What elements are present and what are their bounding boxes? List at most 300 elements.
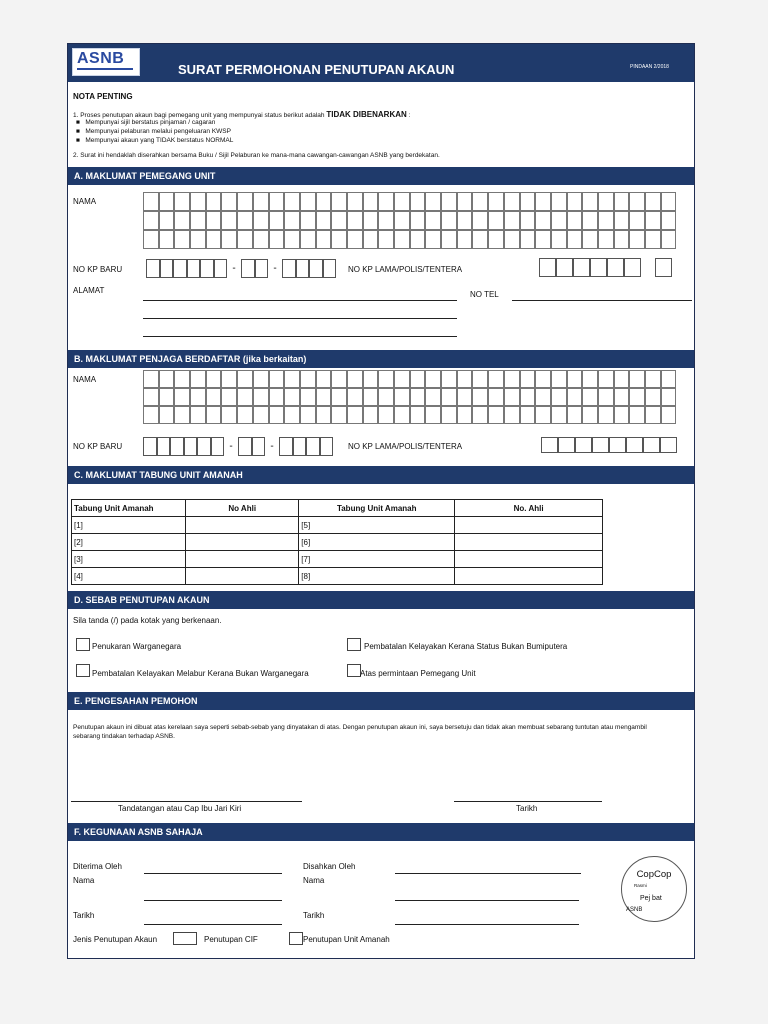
- fund-cell[interactable]: [3]: [72, 551, 186, 568]
- name-char-box[interactable]: [269, 211, 285, 230]
- name-char-box[interactable]: [645, 406, 661, 424]
- name-char-box[interactable]: [457, 388, 473, 406]
- name-char-box[interactable]: [143, 370, 159, 388]
- name-char-box[interactable]: [143, 388, 159, 406]
- section-a-kp-baru-boxes[interactable]: [146, 259, 336, 278]
- name-char-box[interactable]: [551, 192, 567, 211]
- kp-box[interactable]: [238, 437, 252, 456]
- name-char-box[interactable]: [598, 370, 614, 388]
- name-char-box[interactable]: [269, 370, 285, 388]
- name-char-box[interactable]: [535, 406, 551, 424]
- section-c-bar: C. MAKLUMAT TABUNG UNIT AMANAH: [68, 466, 694, 484]
- name-char-box[interactable]: [347, 388, 363, 406]
- name-char-box[interactable]: [567, 388, 583, 406]
- name-char-box[interactable]: [253, 192, 269, 211]
- member-cell[interactable]: [186, 517, 299, 534]
- name-char-box[interactable]: [567, 192, 583, 211]
- name-char-box[interactable]: [331, 370, 347, 388]
- kp-box[interactable]: [320, 437, 334, 456]
- name-char-box[interactable]: [520, 211, 536, 230]
- name-char-box[interactable]: [614, 192, 630, 211]
- date-line[interactable]: [454, 801, 602, 802]
- section-a-kp-lama-boxes[interactable]: [539, 258, 672, 277]
- section-a-kp-baru-label: NO KP BARU: [73, 265, 123, 274]
- name-char-box[interactable]: [378, 370, 394, 388]
- name-char-box[interactable]: [174, 370, 190, 388]
- name-char-box[interactable]: [645, 192, 661, 211]
- name-char-box[interactable]: [488, 388, 504, 406]
- name-char-box[interactable]: [425, 230, 441, 249]
- name-char-box[interactable]: [316, 211, 332, 230]
- name-char-box[interactable]: [284, 406, 300, 424]
- tarikh1-line[interactable]: [144, 924, 282, 925]
- name-char-box[interactable]: [488, 370, 504, 388]
- name-char-box[interactable]: [629, 406, 645, 424]
- kp-box[interactable]: [200, 259, 214, 278]
- kp-box[interactable]: [293, 437, 307, 456]
- name-char-box[interactable]: [598, 406, 614, 424]
- kp-lama-box[interactable]: [626, 437, 643, 453]
- kp-box[interactable]: [197, 437, 211, 456]
- kp-box[interactable]: [160, 259, 174, 278]
- name-char-box[interactable]: [410, 192, 426, 211]
- reason-label-1: Penukaran Warganegara: [92, 642, 182, 651]
- nota-bullet: ■ Mempunyai sijil berstatus pinjaman / cagaran: [76, 119, 216, 126]
- name-char-box[interactable]: [410, 370, 426, 388]
- name-char-box[interactable]: [394, 388, 410, 406]
- name-char-box[interactable]: [457, 370, 473, 388]
- signature-label: Tandatangan atau Cap Ibu Jari Kiri: [118, 804, 242, 813]
- name-char-box[interactable]: [331, 406, 347, 424]
- name-char-box[interactable]: [284, 192, 300, 211]
- name-char-box[interactable]: [300, 230, 316, 249]
- name-char-box[interactable]: [269, 388, 285, 406]
- kp-box[interactable]: [146, 259, 160, 278]
- fund-cell[interactable]: [5]: [299, 517, 455, 534]
- name-char-box[interactable]: [567, 211, 583, 230]
- kp-box[interactable]: [214, 259, 228, 278]
- kp-box[interactable]: [255, 259, 269, 278]
- name-char-box[interactable]: [190, 230, 206, 249]
- name-char-box[interactable]: [159, 192, 175, 211]
- name-char-box[interactable]: [221, 370, 237, 388]
- name-char-box[interactable]: [237, 406, 253, 424]
- member-cell[interactable]: [455, 551, 603, 568]
- kp-lama-box[interactable]: [556, 258, 573, 277]
- name-char-box[interactable]: [190, 370, 206, 388]
- name-char-box[interactable]: [410, 406, 426, 424]
- name-char-box[interactable]: [614, 406, 630, 424]
- kp-box[interactable]: [279, 437, 293, 456]
- name-char-box[interactable]: [347, 406, 363, 424]
- name-char-box[interactable]: [551, 388, 567, 406]
- section-b-kp-baru-label: NO KP BARU: [73, 442, 123, 451]
- kp-box[interactable]: [173, 259, 187, 278]
- name-char-box[interactable]: [174, 192, 190, 211]
- name-char-box[interactable]: [425, 406, 441, 424]
- member-cell[interactable]: [455, 568, 603, 585]
- name-char-box[interactable]: [457, 192, 473, 211]
- section-b-name-boxes[interactable]: [143, 370, 676, 424]
- name-char-box[interactable]: [598, 211, 614, 230]
- reason-checkbox-2[interactable]: [347, 638, 361, 651]
- col-member-no: No. Ahli: [455, 500, 603, 517]
- name-char-box[interactable]: [645, 211, 661, 230]
- name-char-box[interactable]: [645, 230, 661, 249]
- name-char-box[interactable]: [206, 370, 222, 388]
- name-char-box[interactable]: [567, 370, 583, 388]
- fund-cell[interactable]: [4]: [72, 568, 186, 585]
- tarikh2-line[interactable]: [395, 924, 579, 925]
- name-char-box[interactable]: [143, 230, 159, 249]
- name-char-box[interactable]: [206, 230, 222, 249]
- name-char-box[interactable]: [504, 388, 520, 406]
- name-char-box[interactable]: [269, 406, 285, 424]
- fund-cell[interactable]: [6]: [299, 534, 455, 551]
- fund-cell[interactable]: [7]: [299, 551, 455, 568]
- name-char-box[interactable]: [394, 406, 410, 424]
- name-char-box[interactable]: [363, 406, 379, 424]
- kp-dash: -: [229, 441, 233, 452]
- name-char-box[interactable]: [645, 370, 661, 388]
- tel-line[interactable]: [512, 300, 692, 301]
- name-char-box[interactable]: [159, 388, 175, 406]
- kp-lama-box[interactable]: [592, 437, 609, 453]
- name-char-box[interactable]: [614, 230, 630, 249]
- name-char-box[interactable]: [237, 211, 253, 230]
- nama2-line[interactable]: [395, 900, 579, 901]
- kp-lama-box[interactable]: [558, 437, 575, 453]
- section-b-kp-baru-boxes[interactable]: [143, 437, 333, 456]
- name-char-box[interactable]: [535, 370, 551, 388]
- kp-lama-box[interactable]: [539, 258, 556, 277]
- reason-label-3: Pembatalan Kelayakan Melabur Kerana Bukan Warganegara: [92, 669, 309, 678]
- name-char-box[interactable]: [221, 388, 237, 406]
- name-char-box[interactable]: [159, 230, 175, 249]
- name-char-box[interactable]: [316, 406, 332, 424]
- name-char-box[interactable]: [237, 370, 253, 388]
- name-char-box[interactable]: [143, 211, 159, 230]
- member-cell[interactable]: [186, 568, 299, 585]
- name-char-box[interactable]: [425, 192, 441, 211]
- kp-box[interactable]: [296, 259, 310, 278]
- name-char-box[interactable]: [645, 388, 661, 406]
- name-char-box[interactable]: [457, 230, 473, 249]
- name-char-box[interactable]: [661, 230, 677, 249]
- kp-box[interactable]: [306, 437, 320, 456]
- name-char-box[interactable]: [457, 406, 473, 424]
- kp-lama-box[interactable]: [609, 437, 626, 453]
- kp-box[interactable]: [143, 437, 157, 456]
- name-char-box[interactable]: [629, 230, 645, 249]
- name-char-box[interactable]: [174, 406, 190, 424]
- name-char-box[interactable]: [504, 230, 520, 249]
- name-char-box[interactable]: [300, 370, 316, 388]
- kp-box[interactable]: [187, 259, 201, 278]
- name-char-box[interactable]: [331, 388, 347, 406]
- fund-cell[interactable]: [2]: [72, 534, 186, 551]
- name-char-box[interactable]: [504, 370, 520, 388]
- name-char-box[interactable]: [331, 192, 347, 211]
- name-char-box[interactable]: [504, 192, 520, 211]
- section-a-name-boxes[interactable]: [143, 192, 676, 249]
- name-char-box[interactable]: [190, 192, 206, 211]
- name-char-box[interactable]: [488, 192, 504, 211]
- name-char-box[interactable]: [394, 230, 410, 249]
- name-char-box[interactable]: [488, 230, 504, 249]
- name-char-box[interactable]: [567, 406, 583, 424]
- kp-box[interactable]: [252, 437, 266, 456]
- name-char-box[interactable]: [535, 388, 551, 406]
- name-char-box[interactable]: [253, 230, 269, 249]
- name-char-box[interactable]: [284, 230, 300, 249]
- name-char-box[interactable]: [284, 211, 300, 230]
- name-char-box[interactable]: [206, 388, 222, 406]
- kp-lama-box[interactable]: [624, 258, 641, 277]
- kp-dash: -: [270, 441, 274, 452]
- name-char-box[interactable]: [316, 230, 332, 249]
- name-char-box[interactable]: [488, 211, 504, 230]
- name-char-box[interactable]: [582, 230, 598, 249]
- reason-checkbox-3[interactable]: [76, 664, 90, 677]
- name-char-box[interactable]: [488, 406, 504, 424]
- name-char-box[interactable]: [614, 388, 630, 406]
- name-char-box[interactable]: [582, 370, 598, 388]
- name-char-box[interactable]: [661, 192, 677, 211]
- kp-box[interactable]: [309, 259, 323, 278]
- name-char-box[interactable]: [472, 388, 488, 406]
- name-char-box[interactable]: [363, 192, 379, 211]
- name-char-box[interactable]: [221, 192, 237, 211]
- name-char-box[interactable]: [363, 370, 379, 388]
- name-char-box[interactable]: [190, 406, 206, 424]
- name-char-box[interactable]: [629, 211, 645, 230]
- name-char-box[interactable]: [316, 370, 332, 388]
- unit-checkbox[interactable]: [289, 932, 303, 945]
- reason-checkbox-4[interactable]: [347, 664, 361, 677]
- official-stamp: [621, 856, 687, 922]
- name-char-box[interactable]: [457, 211, 473, 230]
- name-char-box[interactable]: [472, 370, 488, 388]
- name-char-box[interactable]: [582, 406, 598, 424]
- name-char-box[interactable]: [143, 192, 159, 211]
- stamp-line-1: Rasmi: [634, 883, 647, 888]
- name-char-box[interactable]: [347, 211, 363, 230]
- asnb-logo: [72, 48, 140, 76]
- name-char-box[interactable]: [520, 230, 536, 249]
- name-char-box[interactable]: [472, 192, 488, 211]
- name-char-box[interactable]: [174, 388, 190, 406]
- kp-box[interactable]: [323, 259, 337, 278]
- name-char-box[interactable]: [300, 211, 316, 230]
- name-char-box[interactable]: [284, 370, 300, 388]
- name-char-box[interactable]: [425, 211, 441, 230]
- section-b-kp-lama-boxes[interactable]: [541, 437, 677, 453]
- name-char-box[interactable]: [237, 388, 253, 406]
- name-char-box[interactable]: [425, 388, 441, 406]
- name-char-box[interactable]: [190, 388, 206, 406]
- fund-cell[interactable]: [8]: [299, 568, 455, 585]
- name-char-box[interactable]: [441, 406, 457, 424]
- member-cell[interactable]: [186, 534, 299, 551]
- name-char-box[interactable]: [316, 192, 332, 211]
- kp-lama-box[interactable]: [655, 258, 672, 277]
- name-char-box[interactable]: [378, 211, 394, 230]
- name-char-box[interactable]: [441, 388, 457, 406]
- name-char-box[interactable]: [551, 211, 567, 230]
- cif-checkbox[interactable]: [173, 932, 197, 945]
- name-char-box[interactable]: [159, 211, 175, 230]
- member-cell[interactable]: [455, 534, 603, 551]
- name-char-box[interactable]: [535, 211, 551, 230]
- kp-box[interactable]: [157, 437, 171, 456]
- name-char-box[interactable]: [582, 192, 598, 211]
- name-char-box[interactable]: [441, 192, 457, 211]
- name-char-box[interactable]: [378, 388, 394, 406]
- name-char-box[interactable]: [394, 370, 410, 388]
- name-char-box[interactable]: [551, 230, 567, 249]
- kp-lama-box[interactable]: [575, 437, 592, 453]
- name-char-box[interactable]: [363, 230, 379, 249]
- name-char-box[interactable]: [629, 192, 645, 211]
- kp-box[interactable]: [184, 437, 198, 456]
- kp-lama-box[interactable]: [643, 437, 660, 453]
- name-char-box[interactable]: [331, 230, 347, 249]
- name-char-box[interactable]: [535, 230, 551, 249]
- name-char-box[interactable]: [614, 211, 630, 230]
- diterima-line[interactable]: [144, 873, 282, 874]
- name-char-box[interactable]: [347, 192, 363, 211]
- name-char-box[interactable]: [535, 192, 551, 211]
- name-char-box[interactable]: [629, 388, 645, 406]
- name-char-box[interactable]: [347, 370, 363, 388]
- kp-box[interactable]: [241, 259, 255, 278]
- name-char-box[interactable]: [237, 230, 253, 249]
- kp-lama-box[interactable]: [573, 258, 590, 277]
- name-char-box[interactable]: [190, 211, 206, 230]
- name-char-box[interactable]: [598, 388, 614, 406]
- name-char-box[interactable]: [410, 211, 426, 230]
- member-cell[interactable]: [186, 551, 299, 568]
- name-char-box[interactable]: [504, 211, 520, 230]
- name-char-box[interactable]: [174, 230, 190, 249]
- name-char-box[interactable]: [253, 406, 269, 424]
- name-char-box[interactable]: [551, 406, 567, 424]
- name-char-box[interactable]: [378, 192, 394, 211]
- name-char-box[interactable]: [520, 388, 536, 406]
- name-char-box[interactable]: [284, 388, 300, 406]
- col-fund: Tabung Unit Amanah: [299, 500, 455, 517]
- name-char-box[interactable]: [253, 388, 269, 406]
- name-char-box[interactable]: [206, 192, 222, 211]
- name-char-box[interactable]: [394, 211, 410, 230]
- section-d-instruction: Sila tanda (/) pada kotak yang berkenaan.: [73, 616, 222, 625]
- kp-box[interactable]: [282, 259, 296, 278]
- name-char-box[interactable]: [269, 230, 285, 249]
- name-char-box[interactable]: [253, 370, 269, 388]
- name-char-box[interactable]: [378, 230, 394, 249]
- fund-cell[interactable]: [1]: [72, 517, 186, 534]
- kp-lama-box[interactable]: [541, 437, 558, 453]
- name-char-box[interactable]: [269, 192, 285, 211]
- alamat-line-3[interactable]: [143, 336, 457, 337]
- name-char-box[interactable]: [551, 370, 567, 388]
- alamat-line-1[interactable]: [143, 300, 457, 301]
- nama1-line[interactable]: [144, 900, 282, 901]
- name-char-box[interactable]: [582, 388, 598, 406]
- name-char-box[interactable]: [441, 370, 457, 388]
- name-char-box[interactable]: [425, 370, 441, 388]
- member-cell[interactable]: [455, 517, 603, 534]
- name-char-box[interactable]: [300, 388, 316, 406]
- name-char-box[interactable]: [174, 211, 190, 230]
- name-char-box[interactable]: [441, 211, 457, 230]
- kp-box[interactable]: [211, 437, 225, 456]
- kp-lama-box[interactable]: [660, 437, 677, 453]
- name-char-box[interactable]: [206, 406, 222, 424]
- disahkan-line[interactable]: [395, 873, 581, 874]
- signature-line[interactable]: [71, 801, 302, 802]
- name-char-box[interactable]: [410, 388, 426, 406]
- name-char-box[interactable]: [143, 406, 159, 424]
- name-char-box[interactable]: [441, 230, 457, 249]
- kp-lama-box[interactable]: [607, 258, 624, 277]
- name-char-box[interactable]: [206, 211, 222, 230]
- name-char-box[interactable]: [221, 406, 237, 424]
- name-char-box[interactable]: [159, 406, 175, 424]
- name-char-box[interactable]: [614, 370, 630, 388]
- name-char-box[interactable]: [472, 230, 488, 249]
- name-char-box[interactable]: [363, 388, 379, 406]
- kp-lama-box[interactable]: [590, 258, 607, 277]
- name-char-box[interactable]: [237, 192, 253, 211]
- name-char-box[interactable]: [598, 230, 614, 249]
- name-char-box[interactable]: [567, 230, 583, 249]
- alamat-line-2[interactable]: [143, 318, 457, 319]
- nota-bullet: ■ Mempunyai akaun yang TIDAK berstatus NORMAL: [76, 137, 234, 144]
- name-char-box[interactable]: [221, 230, 237, 249]
- name-char-box[interactable]: [300, 192, 316, 211]
- name-char-box[interactable]: [661, 388, 677, 406]
- name-char-box[interactable]: [661, 406, 677, 424]
- name-char-box[interactable]: [331, 211, 347, 230]
- name-char-box[interactable]: [661, 370, 677, 388]
- name-char-box[interactable]: [472, 406, 488, 424]
- name-char-box[interactable]: [347, 230, 363, 249]
- name-char-box[interactable]: [520, 406, 536, 424]
- reason-checkbox-1[interactable]: [76, 638, 90, 651]
- name-char-box[interactable]: [520, 192, 536, 211]
- name-char-box[interactable]: [598, 192, 614, 211]
- name-char-box[interactable]: [378, 406, 394, 424]
- name-char-box[interactable]: [582, 211, 598, 230]
- name-char-box[interactable]: [472, 211, 488, 230]
- name-char-box[interactable]: [410, 230, 426, 249]
- kp-box[interactable]: [170, 437, 184, 456]
- name-char-box[interactable]: [629, 370, 645, 388]
- fund-table-header: [72, 500, 603, 517]
- name-char-box[interactable]: [661, 211, 677, 230]
- name-char-box[interactable]: [159, 370, 175, 388]
- name-char-box[interactable]: [253, 211, 269, 230]
- name-char-box[interactable]: [520, 370, 536, 388]
- name-char-box[interactable]: [300, 406, 316, 424]
- name-char-box[interactable]: [504, 406, 520, 424]
- name-char-box[interactable]: [394, 192, 410, 211]
- name-char-box[interactable]: [221, 211, 237, 230]
- name-char-box[interactable]: [316, 388, 332, 406]
- name-char-box[interactable]: [363, 211, 379, 230]
